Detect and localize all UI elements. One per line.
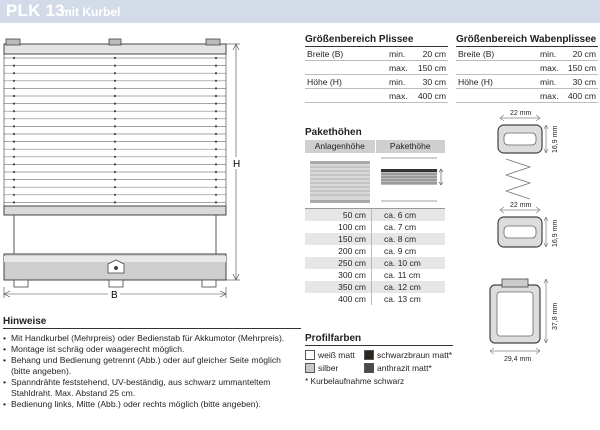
- table-row: 400 cm ca. 13 cm: [305, 293, 445, 305]
- table-row: 300 cm ca. 11 cm: [305, 269, 445, 281]
- table-row: Breite (B) min. 20 cm: [458, 48, 596, 59]
- waben-range-table: [456, 46, 598, 103]
- table-row: max. 150 cm: [456, 61, 598, 75]
- profilfarben-note: * Kurbelaufnahme schwarz: [305, 376, 405, 386]
- table-row: 150 cm ca. 8 cm: [305, 233, 445, 245]
- table-row: max. 400 cm: [305, 89, 448, 103]
- paket-illustration-row: [305, 153, 445, 209]
- swatch-box: [364, 350, 374, 360]
- page-title: PLK 13: [6, 1, 65, 20]
- table-row: 250 cm ca. 10 cm: [305, 257, 445, 269]
- paket-col-header: Anlagenhöhe: [305, 140, 376, 153]
- waben-range-title: Größenbereich Wabenplissee: [456, 34, 597, 45]
- paket-title: Pakethöhen: [305, 127, 362, 138]
- paket-header: [305, 140, 445, 153]
- plissee-drawing: [0, 30, 250, 302]
- dim-h-label: H: [233, 159, 241, 170]
- profilfarben-title: Profilfarben: [305, 333, 453, 346]
- table-row: max. 150 cm: [305, 61, 448, 75]
- table-row: Höhe (H) min. 30 cm: [307, 76, 446, 87]
- table-row: 350 cm ca. 12 cm: [305, 281, 445, 293]
- table-row: Breite (B) min. 20 cm: [307, 48, 446, 59]
- table-row: max. 400 cm: [456, 89, 598, 103]
- dim-b-label: B: [111, 290, 118, 301]
- plissee-range-table: [305, 46, 448, 103]
- dim-mid-height: 16,9 mm: [552, 219, 559, 247]
- dim-bot-height: 37,8 mm: [552, 302, 559, 330]
- dim-bot-width: 29,4 mm: [504, 356, 532, 363]
- page-subtitle: mit Kurbel: [61, 5, 121, 19]
- paket-rows: [305, 209, 445, 305]
- table-row: 50 cm ca. 6 cm: [305, 209, 445, 221]
- swatch-box: [305, 350, 315, 360]
- dim-top-width: 22 mm: [510, 110, 532, 117]
- list-item: • Spanndrähte feststehend, UV-beständig, aus schwarz ummanteltem Stahldraht. Max. Abstand 25 cm.: [3, 377, 301, 399]
- swatch-box: [364, 363, 374, 373]
- hinweise-title: Hinweise: [3, 316, 301, 329]
- profilfarben-section: [305, 333, 453, 346]
- list-item: • Montage ist schräg oder waagerecht möglich.: [3, 344, 301, 355]
- dim-top-height: 16,9 mm: [552, 125, 559, 153]
- table-row: Höhe (H) min. 30 cm: [458, 76, 596, 87]
- list-item: • Behang und Bedienung getrennt (Abb.) oder auf gleicher Seite möglich (bitte angeben).: [3, 355, 301, 377]
- paket-table: [305, 140, 445, 305]
- dim-mid-width: 22 mm: [510, 202, 532, 209]
- table-row: 100 cm ca. 7 cm: [305, 221, 445, 233]
- profile-cross-sections: [460, 105, 600, 365]
- swatch-box: [305, 363, 315, 373]
- table-row: 200 cm ca. 9 cm: [305, 245, 445, 257]
- hinweise-section: [3, 316, 301, 410]
- list-item: • Bedienung links, Mitte (Abb.) oder rechts möglich (bitte angeben).: [3, 399, 301, 410]
- header-bar: [0, 0, 600, 23]
- paket-illustration-open: [305, 153, 375, 208]
- plissee-range-title: Größenbereich Plissee: [305, 34, 414, 45]
- paket-col-header: Pakethöhe: [389, 141, 431, 151]
- list-item: • Mit Handkurbel (Mehrpreis) oder Bedienstab für Akkumotor (Mehrpreis).: [3, 333, 301, 344]
- paket-illustration-packed: [375, 153, 445, 208]
